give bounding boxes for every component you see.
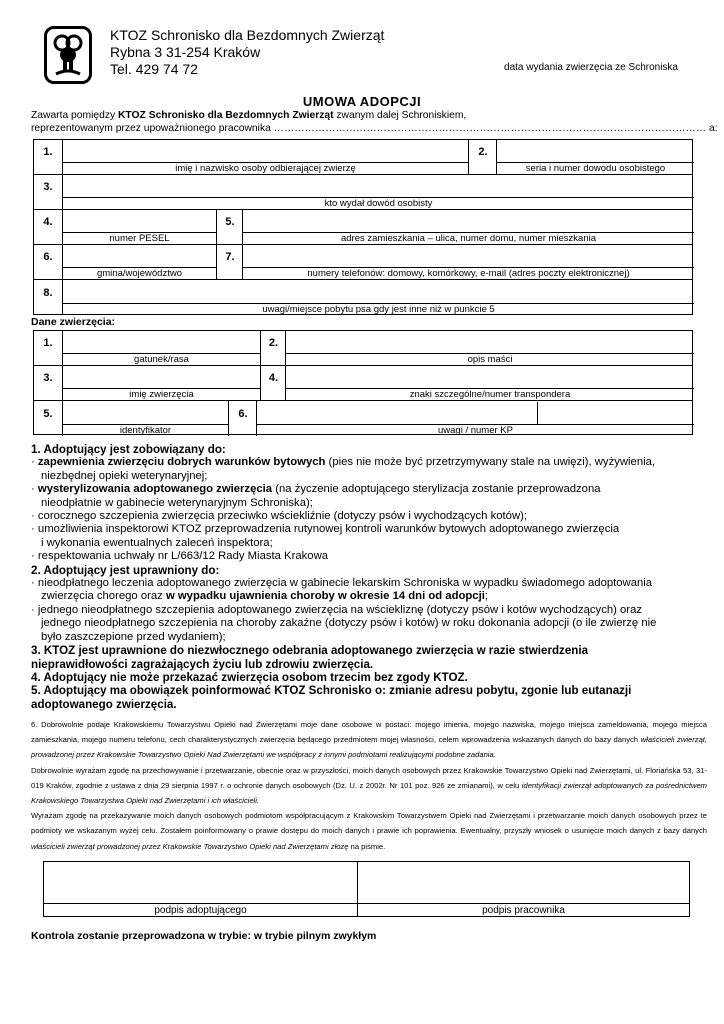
obligation-item-cont: i wykonania ewentualnych zaleceń inspektora; (41, 536, 273, 549)
transponder-field[interactable] (285, 366, 694, 400)
animal-row-2 (34, 366, 692, 401)
obligation-item: · corocznego szczepienia zwierzęcia przeciwko wściekliźnie (dotyczy psów i wychodzących kotów); (31, 510, 527, 523)
field-caption: numer PESEL (109, 233, 170, 244)
animal-row-1 (34, 331, 692, 366)
org-phone: Tel. 429 74 72 (110, 61, 198, 77)
phone-email-field[interactable] (242, 245, 694, 279)
adopter-signature-label: podpis adoptującego (44, 903, 357, 916)
field-number-cell (260, 331, 285, 365)
right-item: · nieodpłatnego leczenia adoptowanego zwierzęcia w gabinecie lekarskim Schroniska w wypadku świadomego adoptowania (31, 577, 653, 590)
pesel-field[interactable] (62, 210, 216, 244)
field-number: 7. (225, 251, 235, 263)
coat-description-field[interactable] (285, 331, 694, 365)
field-number: 5. (43, 407, 53, 420)
right-item-cont: było zaszczepione przed wydaniem); (41, 630, 226, 643)
field-caption: gatunek/rasa (134, 354, 189, 365)
field-number-cell (260, 366, 285, 400)
obligation-item-cont: nieodpłatnie w gabinecie weterynaryjnym Schroniska); (41, 496, 313, 509)
adopter-row-3 (34, 210, 692, 245)
clause-3-cont: nieprawidłowości zagrażających życiu lub zdrowiu zwierzęcia. (31, 657, 374, 671)
field-caption: uwagi / numer KP (438, 425, 513, 436)
adopter-row-5 (34, 280, 692, 315)
obligation-item: · umożliwienia inspektorowi KTOZ przeprowadzenia rutynowej kontroli warunków bytowych adoptowanego zwierzęcia (31, 523, 620, 536)
field-caption: uwagi/miejsce pobytu psa gdy jest inne niż w punkcie 5 (262, 304, 495, 315)
animal-row-3 (34, 401, 692, 436)
id-issuer-field[interactable] (62, 175, 694, 209)
consent-storage: Dobrowolnie wyrażam zgodę na przechowywanie i przetwarzanie, obecnie oraz w przyszłości, moich danych osobowych przez Krakowskie Towarzystwo Opieki nad Zwierzętami, ul. Floriańska 53, 31-019 Kraków, zgodnie z ustawa z dnia 29 sierpnia 1997 r. o ochronie danych osobowych (Dz. U. z 2002r. Nr 101 poz. 926 ze zmianami), w celu identyfikacji zwierząt adoptowanych za pośrednictwem Krakowskiego Towarzystwa Opieki nad Zwierzętami i ich właścicieli. (31, 765, 707, 806)
ktoz-logo (44, 26, 92, 84)
field-number: 3. (43, 372, 53, 384)
staff-signature-label: podpis pracownika (358, 903, 689, 916)
right-item-cont: jednego nieodpłatnego szczepienia na choroby zakaźne (dotyczy psów i kotów) w roku dokonania adopcji (o ile zwierzę nie (41, 617, 657, 630)
field-number-cell (216, 210, 242, 244)
obligation-item: · wysterylizowania adoptowanego zwierzęcia (na życzenie adoptującego sterylizacja zostanie przeprowadzona (31, 483, 601, 496)
clause-5-cont: adoptowanego zwierzęcia. (31, 697, 177, 711)
intro-line-2: reprezentowanym przez upoważnionego pracownika ……………………………………………………………………………………………………………… a: (31, 123, 718, 134)
field-number: 3. (43, 181, 53, 193)
dog-cat-logo-icon (48, 30, 88, 80)
species-breed-field[interactable] (62, 331, 260, 365)
right-item-cont: zwierzęcia chorego oraz w wypadku ujawnienia choroby w okresie 14 dni od adopcji; (41, 590, 488, 603)
remarks-field[interactable] (62, 280, 694, 315)
field-caption: imię zwierzęcia (129, 389, 194, 400)
org-name: KTOZ Schronisko dla Bezdomnych Zwierząt (110, 27, 385, 43)
data-consent (31, 717, 707, 854)
field-number: 1. (43, 146, 53, 158)
field-number: 8. (43, 286, 53, 299)
field-number: 2. (478, 146, 488, 158)
field-number-cell (216, 245, 242, 279)
field-caption: seria i numer dowodu osobistego (525, 163, 666, 174)
field-number: 6. (43, 251, 53, 263)
signature-box (43, 861, 690, 917)
field-number: 2. (268, 337, 279, 349)
field-caption: imię i nazwisko osoby odbierającej zwierzę (175, 163, 356, 174)
animal-section-label: Dane zwierzęcia: (31, 316, 116, 328)
org-address: Rybna 3 31-254 Kraków (110, 44, 261, 60)
adopter-form (33, 139, 693, 315)
adopter-row-4 (34, 245, 692, 280)
field-caption: znaki szczególne/numer transpondera (409, 389, 571, 400)
field-number: 4. (268, 372, 279, 384)
obligation-item-cont: niezbędnej opieki weterynaryjnej; (41, 469, 208, 482)
field-caption: kto wydał dowód osobisty (324, 198, 433, 209)
clause-4: 4. Adoptujący nie może przekazać zwierzęcia osobom trzecim bez zgody KTOZ. (31, 670, 468, 684)
adopter-row-1 (34, 140, 692, 175)
field-caption: numery telefonów: domowy, komórkowy, e-mail (adres poczty elektronicznej) (307, 268, 630, 279)
animal-name-field[interactable] (62, 366, 260, 400)
adopter-signature-field[interactable] (44, 862, 358, 916)
home-address-field[interactable] (242, 210, 694, 244)
consent-clause-6: 6. Dobrowolnie podaje Krakowskiemu Towarzystwu Opieki nad Zwierzętami moje dane osobowe w postaci: mojego imienia, mojego nazwiska, mojego miejsca zameldowania, mojego miejsca zamieszkania, mojego numeru telefonu, cech charakterystycznych zwierzęcia będącego przedmiotem mojej własności, celem wprowadzenia wskazanych danych do bazy danych właścicieli zwierząt, prowadzonej przez Krakowskie Towarzystwo Opieki Nad Zwierzętami we współpracy z innymi podmiotami realizującymi podobne zadania. (31, 720, 708, 760)
field-number: 5. (225, 216, 235, 228)
field-number-cell (228, 401, 256, 436)
control-mode: Kontrola zostanie przeprowadzona w trybie: w trybie pilnym zwykłym (31, 930, 377, 942)
rights-heading: 2. Adoptujący jest uprawniony do: (31, 563, 220, 577)
adopter-row-2 (34, 175, 692, 210)
staff-signature-field[interactable] (358, 862, 689, 916)
field-number: 6. (238, 407, 248, 420)
field-number: 1. (43, 337, 53, 349)
obligation-item: · respektowania uchwały nr L/663/12 Rady Miasta Krakowa (31, 550, 329, 563)
field-caption: identyfikator (119, 425, 172, 436)
clause-3: 3. KTOZ jest uprawnione do niezwłocznego odebrania adoptowanego zwierzęcia w razie stwierdzenia (31, 644, 589, 658)
intro-line-1: Zawarta pomiędzy KTOZ Schronisko dla Bezdomnych Zwierząt zwanym dalej Schroniskiem, (31, 110, 467, 121)
right-item: · jednego nieodpłatnego szczepienia adoptowanego zwierzęcia na wściekliznę (dotyczy psów i kotów wychodzących) oraz (31, 603, 642, 616)
document-title: UMOWA ADOPCJI (302, 94, 422, 109)
consent-transfer: Wyrażam zgodę na przekazywanie moich danych osobowych podmiotom współpracującym z Krakowskim Towarzystwem Opieki nad Zwierzętami i przetwarzanie moich danych osobowych przez te podmioty we wskazanym wyżej celu. Zostałem poinformowany o prawie dostępu do moich danych i prawie ich poprawienia. Ewentualny, przyszły wniosek o usunięcie moich danych z bazy danych właścicieli zwierząt prowadzonej przez Krakowskie Towarzystwo Opieki nad Zwierzętami złożę na piśmie. (31, 811, 707, 851)
identifier-field[interactable] (62, 401, 228, 436)
clause-5: 5. Adoptujący ma obowiązek poinformować KTOZ Schronisko o: zmianie adresu pobytu, zgonie lub eutanazji (31, 684, 632, 698)
municipality-field[interactable] (62, 245, 216, 279)
animal-form (33, 330, 693, 435)
kp-number-field[interactable] (256, 401, 694, 436)
field-number-cell (468, 140, 496, 174)
obligation-item: · zapewnienia zwierzęciu dobrych warunków bytowych (pies nie może być przetrzymywany stale na uwięzi), wyżywienia, (31, 456, 656, 469)
id-card-number-field[interactable] (496, 140, 694, 174)
field-caption: opis maści (467, 354, 513, 365)
field-caption: adres zamieszkania – ulica, numer domu, numer mieszkania (340, 233, 597, 244)
field-caption: gmina/województwo (96, 268, 182, 279)
contract-terms (31, 443, 707, 711)
release-date-label: data wydania zwierzęcia ze Schroniska (504, 62, 678, 73)
full-name-field[interactable] (62, 140, 468, 174)
field-number: 4. (43, 216, 53, 228)
obligations-heading: 1. Adoptujący jest zobowiązany do: (31, 443, 226, 456)
